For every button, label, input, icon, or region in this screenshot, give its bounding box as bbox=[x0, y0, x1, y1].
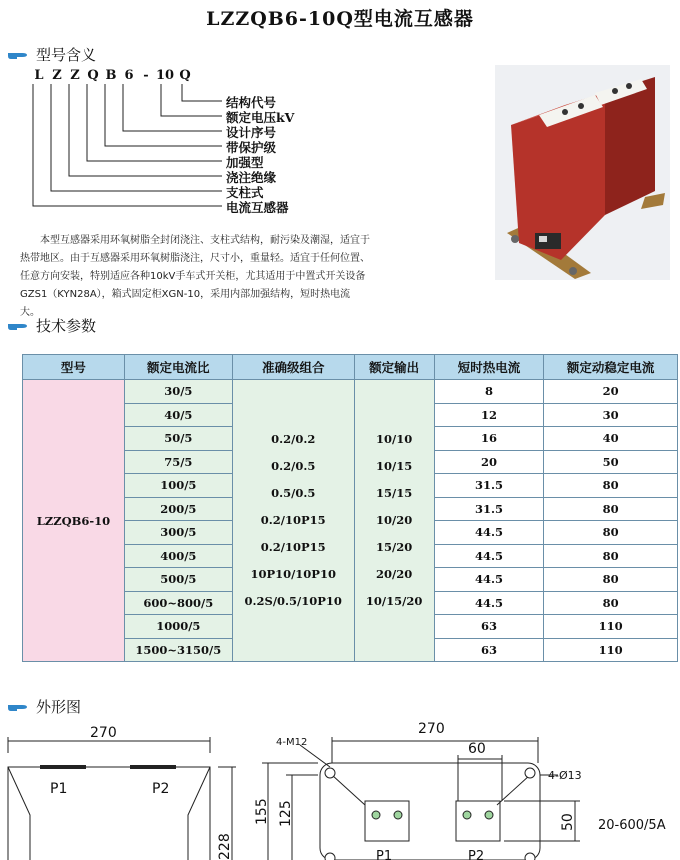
code-char: B bbox=[105, 68, 117, 83]
ratio-cell: 40/5 bbox=[124, 403, 232, 427]
page-title: LZZQB6-10Q型电流互感器 bbox=[206, 8, 474, 30]
bolt-label: 4-M12 bbox=[276, 737, 308, 748]
dynamic-cell: 110 bbox=[544, 615, 678, 639]
accuracy-value: 0.2S/0.5/10P10 bbox=[244, 594, 342, 608]
plan-p1-label: P1 bbox=[376, 849, 393, 860]
current-range-label: 20-600/5A bbox=[598, 818, 666, 833]
thermal-cell: 16 bbox=[434, 427, 544, 451]
thermal-cell: 44.5 bbox=[434, 521, 544, 545]
dynamic-cell: 80 bbox=[544, 521, 678, 545]
meaning-item: 浇注绝缘 bbox=[226, 170, 277, 185]
dim-height: 228 bbox=[217, 833, 233, 860]
header-output: 额定输出 bbox=[354, 355, 434, 380]
meaning-item: 电流互感器 bbox=[226, 200, 289, 215]
ratio-cell: 50/5 bbox=[124, 427, 232, 451]
spec-table bbox=[22, 354, 678, 662]
accuracy-value: 0.2/0.2 bbox=[271, 432, 316, 446]
thermal-cell: 31.5 bbox=[434, 497, 544, 521]
output-value: 20/20 bbox=[376, 567, 413, 581]
header-accuracy: 准确级组合 bbox=[232, 355, 354, 380]
header-ratio: 额定电流比 bbox=[124, 355, 232, 380]
code-char: 6 bbox=[124, 68, 134, 83]
output-value: 10/15 bbox=[376, 459, 413, 473]
accuracy-value: 0.2/10P15 bbox=[260, 513, 326, 527]
description-paragraph: 本型互感器采用环氧树脂全封闭浇注、支柱式结构，耐污染及潮湿，适宜于热带地区。由于互感器采用环氧树脂浇注，尺寸小，重量轻。适宜于任何位置、任意方向安装，特别适应各种10kV手车式开关柜，尤其适用于中置式开关设备GZS1（KYN28A），箱式固定柜XGN-10，采用内部加强结构，短时热电流大。 bbox=[20, 235, 370, 318]
thermal-cell: 44.5 bbox=[434, 544, 544, 568]
thermal-cell: 63 bbox=[434, 615, 544, 639]
pointing-hand-icon bbox=[8, 702, 28, 712]
output-value: 10/10 bbox=[376, 432, 413, 446]
dim-50: 50 bbox=[560, 813, 576, 831]
meaning-item: 加强型 bbox=[226, 155, 264, 170]
thermal-cell: 63 bbox=[434, 638, 544, 662]
outline-drawing bbox=[0, 715, 680, 860]
model-cell: LZZQB6-10 bbox=[23, 380, 125, 662]
thermal-cell: 44.5 bbox=[434, 568, 544, 592]
ratio-cell: 200/5 bbox=[124, 497, 232, 521]
section-title: 技术参数 bbox=[36, 317, 97, 335]
accuracy-value: 0.2/0.5 bbox=[271, 459, 316, 473]
product-photo bbox=[495, 65, 670, 280]
accuracy-cell bbox=[232, 380, 354, 662]
meaning-item: 结构代号 bbox=[226, 95, 277, 110]
output-value: 10/20 bbox=[376, 513, 413, 527]
dim-155: 155 bbox=[254, 798, 270, 825]
meaning-item: 额定电压kV bbox=[226, 110, 295, 125]
dim-terminal-spacing: 60 bbox=[468, 741, 486, 757]
thermal-cell: 31.5 bbox=[434, 474, 544, 498]
thermal-cell: 8 bbox=[434, 380, 544, 404]
dim-width-right: 270 bbox=[418, 721, 445, 737]
section-title: 型号含义 bbox=[36, 46, 97, 64]
ratio-cell: 30/5 bbox=[124, 380, 232, 404]
ratio-cell: 500/5 bbox=[124, 568, 232, 592]
code-char: Q bbox=[87, 68, 99, 83]
dynamic-cell: 80 bbox=[544, 544, 678, 568]
ratio-cell: 400/5 bbox=[124, 544, 232, 568]
meaning-item: 支柱式 bbox=[226, 185, 264, 200]
terminal-p2-label: P2 bbox=[152, 781, 170, 797]
dynamic-cell: 30 bbox=[544, 403, 678, 427]
dim-125: 125 bbox=[278, 800, 294, 827]
code-char: Q bbox=[179, 68, 191, 83]
dim-width-left: 270 bbox=[90, 725, 117, 741]
header-thermal: 短时热电流 bbox=[434, 355, 544, 380]
dynamic-cell: 110 bbox=[544, 638, 678, 662]
accuracy-value: 10P10/10P10 bbox=[250, 567, 336, 581]
output-value: 15/15 bbox=[376, 486, 413, 500]
thermal-cell: 12 bbox=[434, 403, 544, 427]
ratio-cell: 1000/5 bbox=[124, 615, 232, 639]
dynamic-cell: 20 bbox=[544, 380, 678, 404]
table-row bbox=[23, 380, 678, 404]
pointing-hand-icon bbox=[8, 321, 28, 331]
description-text bbox=[20, 232, 370, 322]
meaning-item: 设计序号 bbox=[226, 125, 277, 140]
dynamic-cell: 80 bbox=[544, 591, 678, 615]
hole-label: 4-Ø13 bbox=[548, 769, 582, 782]
code-char: L bbox=[34, 68, 44, 83]
section-title: 外形图 bbox=[36, 698, 82, 716]
table-header-row bbox=[23, 355, 678, 380]
plan-p2-label: P2 bbox=[468, 849, 485, 860]
header-model: 型号 bbox=[23, 355, 125, 380]
output-value: 15/20 bbox=[376, 540, 413, 554]
dynamic-cell: 80 bbox=[544, 497, 678, 521]
dynamic-cell: 80 bbox=[544, 474, 678, 498]
accuracy-value: 0.5/0.5 bbox=[271, 486, 316, 500]
dynamic-cell: 50 bbox=[544, 450, 678, 474]
ratio-cell: 75/5 bbox=[124, 450, 232, 474]
dynamic-cell: 80 bbox=[544, 568, 678, 592]
code-char: Z bbox=[70, 68, 80, 83]
output-value: 10/15/20 bbox=[365, 594, 423, 608]
ratio-cell: 600~800/5 bbox=[124, 591, 232, 615]
ratio-cell: 100/5 bbox=[124, 474, 232, 498]
accuracy-value: 0.2/10P15 bbox=[260, 540, 326, 554]
thermal-cell: 20 bbox=[434, 450, 544, 474]
dynamic-cell: 40 bbox=[544, 427, 678, 451]
section-tech-params bbox=[8, 315, 96, 336]
thermal-cell: 44.5 bbox=[434, 591, 544, 615]
output-cell bbox=[354, 380, 434, 662]
section-outline bbox=[8, 696, 81, 717]
code-char: - bbox=[143, 68, 149, 83]
code-char: 10 bbox=[155, 68, 175, 83]
terminal-p1-label: P1 bbox=[50, 781, 68, 797]
meaning-item: 带保护级 bbox=[226, 140, 277, 155]
code-char: Z bbox=[52, 68, 62, 83]
ratio-cell: 300/5 bbox=[124, 521, 232, 545]
ratio-cell: 1500~3150/5 bbox=[124, 638, 232, 662]
header-dynamic: 额定动稳定电流 bbox=[544, 355, 678, 380]
